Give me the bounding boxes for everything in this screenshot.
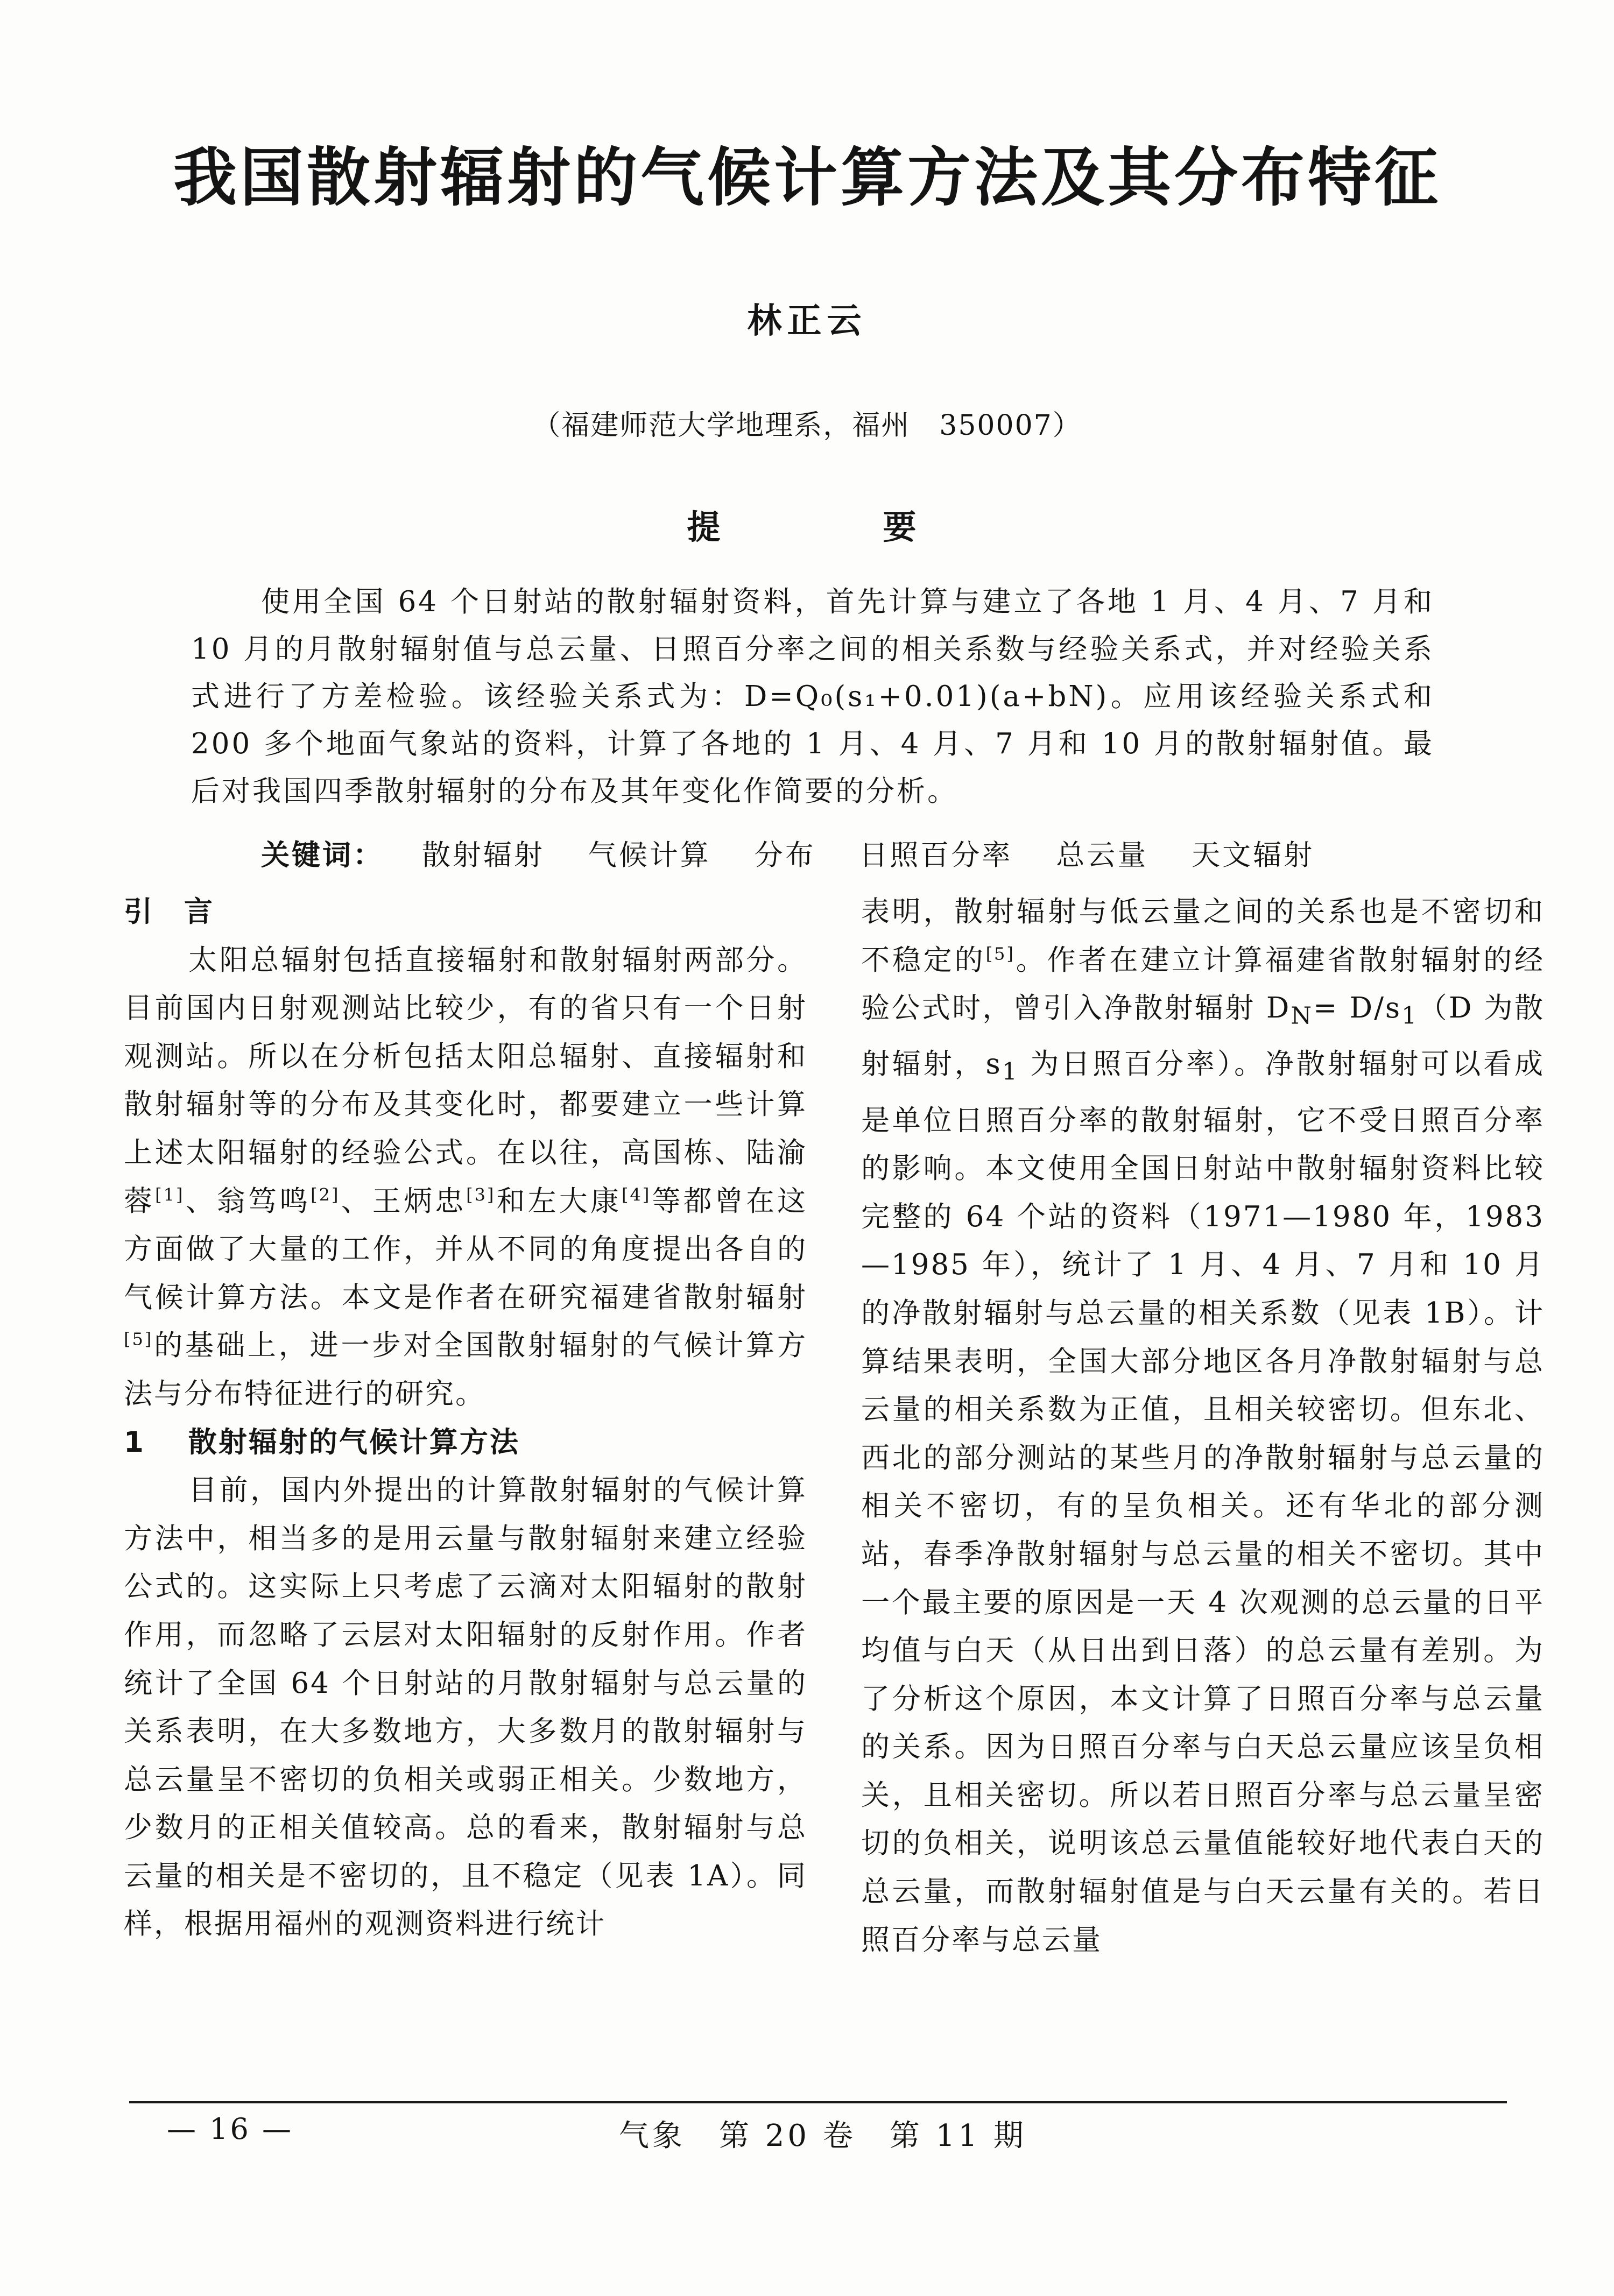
footer-rule bbox=[129, 2101, 1507, 2103]
paper-title: 我国散射辐射的气候计算方法及其分布特征 bbox=[173, 140, 1441, 215]
section-heading-intro: 引 言 bbox=[124, 895, 214, 928]
keyword: 总云量 bbox=[1056, 839, 1148, 872]
right-column bbox=[861, 888, 1545, 1964]
keywords-label: 关键词： bbox=[261, 838, 384, 872]
citation: [4] bbox=[622, 1184, 651, 1205]
keywords-line bbox=[261, 831, 1499, 879]
abstract-heading: 提 要 bbox=[687, 507, 981, 547]
page-number: — 16 — bbox=[167, 2112, 294, 2146]
keyword: 气候计算 bbox=[588, 839, 711, 872]
citation: [2] bbox=[311, 1184, 340, 1205]
abstract-body: 使用全国 64 个日射站的散射辐射资料，首先计算与建立了各地 1 月、4 月、7 月和 10 月的月散射辐射值与总云量、日照百分率之间的相关系数与经验关系式，并对经验关系式进行了方差检验。该经验关系式为：D=Q₀(s₁+0.01)(a+bN)。应用该经验关系式和 200 多个地面气象站的资料，计算了各地的 1 月、4 月、7 月和 10 月的散射辐射值。最后对我国四季散射辐射的分布及其年变化作简要的分析。 bbox=[191, 585, 1434, 808]
intro-paragraph: 太阳总辐射包括直接辐射和散射辐射两部分。目前国内日射观测站比较少，有的省只有一个日射观测站。所以在分析包括太阳总辐射、直接辐射和散射辐射等的分布及其变化时，都要建立一些计算上述太阳辐射的经验公式。在以往，高国栋、陆渝蓉[1]、翁笃鸣[2]、王炳忠[3]和左大康[4]等都曾在这方面做了大量的工作，并从不同的角度提出各自的气候计算方法。本文是作者在研究福建省散射辐射[5]的基础上，进一步对全国散射辐射的气候计算方法与分布特征进行的研究。 bbox=[124, 943, 808, 1410]
section-heading-1 bbox=[124, 1418, 807, 1467]
section1-paragraph-continued: 表明，散射辐射与低云量之间的关系也是不密切和不稳定的[5]。作者在建立计算福建省散射辐射的经验公式时，曾引入净散射辐射 $D_N= D/s_1(D$ 为散射辐射，$s_1$ 为日照百分率）。净散射辐射可以看成是单位日照百分率的散射辐射，它不受日照百分率的影响。本文使用全国日射站中散射辐射资料比较完整的 64 个站的资料（1971—1980 年，1983—1985 年），统计了 1 月、4 月、7 月和 10 月的净散射辐射与总云量的相关系数（见表 1B）。计算结果表明，全国大部分地区各月净散射辐射与总云量的相关系数为正值，且相关较密切。但东北、西北的部分测站的某些月的净散射辐射与总云量的相关不密切，有的呈负相关。还有华北的部分测站，春季净散射辐射与总云量的相关不密切。其中一个最主要的原因是一天 4 次观测的总云量的日平均值与白天（从日出到日落）的总云量有差别。为了分析这个原因，本文计算了日照百分率与总云量的关系。因为日照百分率与白天总云量应该呈负相关，且相关密切。所以若日照百分率与总云量呈密切的负相关，说明该总云量值能较好地代表白天的总云量，而散射辐射值是与白天云量有关的。若日照百分率与总云量 bbox=[861, 895, 1545, 1956]
citation: [3] bbox=[466, 1184, 496, 1205]
section-title: 散射辐射的气候计算方法 bbox=[188, 1425, 520, 1459]
left-column bbox=[124, 888, 807, 1948]
section1-paragraph: 目前，国内外提出的计算散射辐射的气候计算方法中，相当多的是用云量与散射辐射来建立经验公式的。这实际上只考虑了云滴对太阳辐射的散射作用，而忽略了云层对太阳辐射的反射作用。作者统计了全国 64 个日射站的月散射辐射与总云量的关系表明，在大多数地方，大多数月的散射辐射与总云量呈不密切的负相关或弱正相关。少数地方，少数月的正相关值较高。总的看来，散射辐射与总云量的相关是不密切的，且不稳定（见表 1A）。同样，根据用福州的观测资料进行统计 bbox=[124, 1474, 807, 1941]
keyword: 散射辐射 bbox=[421, 839, 545, 872]
citation: [5] bbox=[985, 943, 1015, 964]
citation: [5] bbox=[124, 1329, 153, 1350]
author-affiliation: （福建师范大学地理系，福州 350007） bbox=[532, 409, 1082, 442]
citation: [1] bbox=[155, 1184, 185, 1205]
section-number: 1 bbox=[124, 1425, 145, 1459]
author-name: 林正云 bbox=[747, 301, 867, 341]
keyword: 日照百分率 bbox=[859, 839, 1013, 872]
keyword: 分布 bbox=[754, 839, 816, 872]
journal-citation: 气象 第 20 卷 第 11 期 bbox=[619, 2118, 1027, 2153]
keyword: 天文辐射 bbox=[1192, 839, 1315, 872]
